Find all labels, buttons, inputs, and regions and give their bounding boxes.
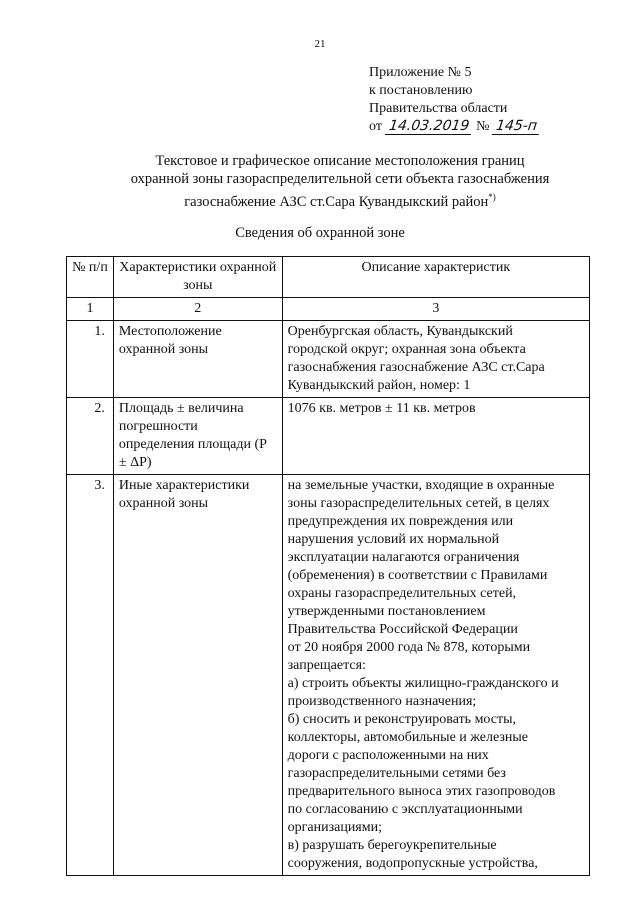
page-number: 21 bbox=[314, 38, 326, 50]
description-line: Оренбургская область, Кувандыкский bbox=[287, 324, 513, 339]
description-line: в) разрушать берегоукрепительные bbox=[287, 838, 497, 853]
description-line: а) строить объекты жилищно-гражданского и bbox=[287, 676, 559, 691]
description-line: эксплуатации налагаются ограничения bbox=[287, 550, 520, 565]
row-description bbox=[282, 398, 589, 475]
description-line: Правительства Российской Федерации bbox=[287, 622, 518, 637]
description-line: по согласованию с эксплуатационными bbox=[287, 802, 523, 817]
table-row bbox=[67, 398, 590, 475]
row-number: 1. bbox=[67, 321, 114, 398]
description-line: 1076 кв. метров ± 11 кв. метров bbox=[287, 401, 476, 416]
appendix-line-1: Приложение № 5 bbox=[369, 65, 472, 80]
row-description bbox=[282, 321, 589, 398]
title-line-1: Текстовое и графическое описание местоположения границ bbox=[155, 153, 525, 169]
row-characteristic: Местоположение охранной зоны bbox=[113, 321, 282, 398]
title-line-2: охранной зоны газораспределительной сети объекта газоснабжения bbox=[130, 171, 550, 187]
description-line: сооружения, водопропускные устройства, bbox=[287, 856, 538, 871]
header-description: Описание характеристик bbox=[282, 257, 589, 298]
description-line: предварительного выноса этих газопроводов bbox=[287, 784, 556, 799]
description-line: запрещается: bbox=[287, 658, 366, 673]
row-characteristic: Иные характеристики охранной зоны bbox=[113, 475, 282, 876]
appendix-date-line bbox=[369, 118, 544, 136]
appendix-header bbox=[369, 64, 544, 136]
document-title bbox=[100, 152, 580, 211]
row-characteristic: Площадь ± величина погрешности определения площади (P ± ΔP) bbox=[113, 398, 282, 475]
description-line: (обременения) в соответствии с Правилами bbox=[287, 568, 548, 583]
description-line: зоны газораспределительных сетей, в целях bbox=[287, 496, 550, 511]
description-line: Кувандыкский район, номер: 1 bbox=[287, 378, 471, 393]
row-description bbox=[282, 475, 589, 876]
description-line: дороги с расположенными на них bbox=[287, 748, 489, 763]
description-line: утвержденными постановлением bbox=[287, 604, 486, 619]
date-prefix: от bbox=[369, 119, 382, 134]
description-line: газораспределительными сетями без bbox=[287, 766, 506, 781]
column-number-2: 2 bbox=[113, 298, 282, 321]
title-line-3 bbox=[100, 188, 580, 211]
number-prefix: № bbox=[476, 119, 490, 134]
section-subtitle: Сведения об охранной зоне bbox=[235, 225, 405, 241]
protection-zone-table bbox=[66, 256, 590, 876]
header-characteristics: Характеристики охранной зоны bbox=[113, 257, 282, 298]
title-line-3-text: газоснабжение АЗС ст.Сара Кувандыкский район bbox=[184, 193, 489, 210]
description-line: нарушения условий их нормальной bbox=[287, 532, 500, 547]
table-row bbox=[67, 321, 590, 398]
description-line: газоснабжения газоснабжение АЗС ст.Сара bbox=[287, 360, 545, 375]
description-line: коллекторы, автомобильные и железные bbox=[287, 730, 528, 745]
row-number: 2. bbox=[67, 398, 114, 475]
description-line: от 20 ноября 2000 года № 878, которыми bbox=[287, 640, 531, 655]
description-line: городской округ; охранная зона объекта bbox=[287, 342, 526, 357]
header-num: № п/п bbox=[67, 257, 114, 298]
column-number-3: 3 bbox=[282, 298, 589, 321]
footnote-mark: *) bbox=[488, 192, 496, 202]
appendix-line-3: Правительства области bbox=[369, 101, 508, 116]
description-line: на земельные участки, входящие в охранные bbox=[287, 478, 555, 493]
column-number-1: 1 bbox=[67, 298, 114, 321]
description-line: производственного назначения; bbox=[287, 694, 477, 709]
table-header-row bbox=[67, 257, 590, 298]
description-line: б) сносить и реконструировать мосты, bbox=[287, 712, 517, 727]
row-number: 3. bbox=[67, 475, 114, 876]
handwritten-date: 14.03.2019 bbox=[385, 118, 474, 135]
table-row bbox=[67, 475, 590, 876]
handwritten-number: 145-п bbox=[492, 118, 541, 135]
description-line: предупреждения их повреждения или bbox=[287, 514, 514, 529]
table-column-numbers-row bbox=[67, 298, 590, 321]
appendix-line-2: к постановлению bbox=[369, 83, 473, 98]
description-line: организациями; bbox=[287, 820, 382, 835]
description-line: охраны газораспределительных сетей, bbox=[287, 586, 517, 601]
